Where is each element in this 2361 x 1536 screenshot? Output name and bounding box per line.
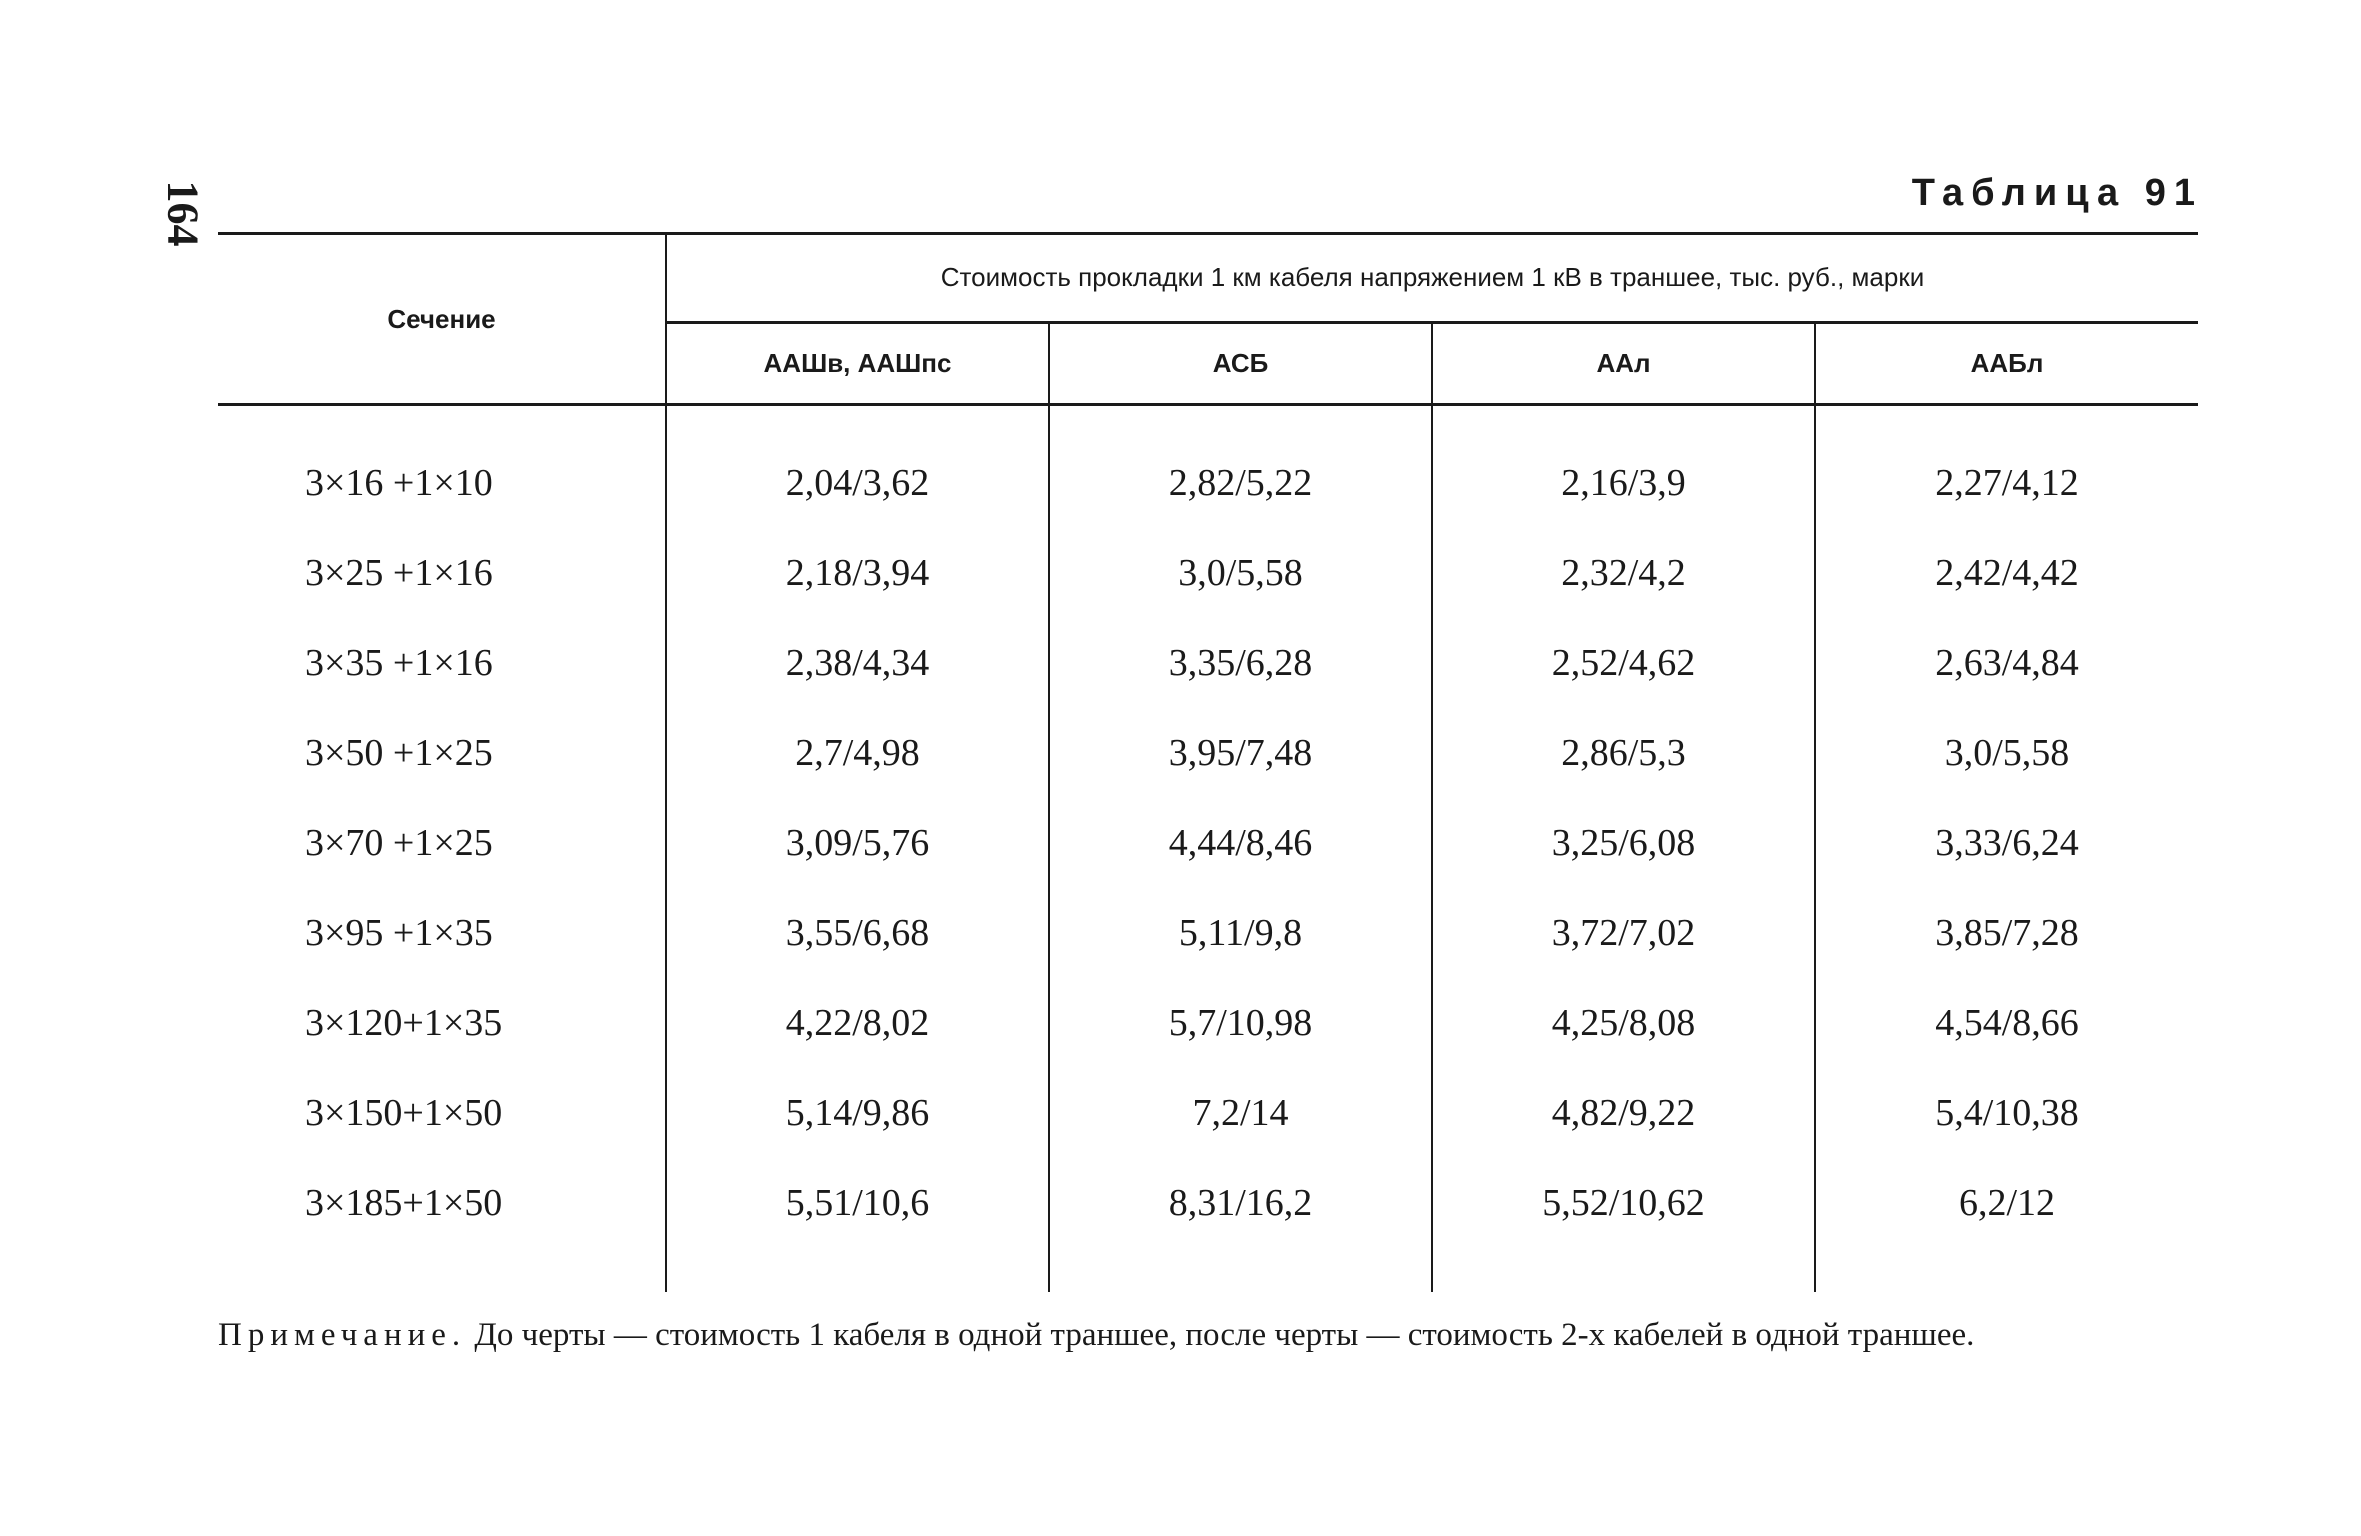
cell-section: 3×185+1×50	[218, 1158, 666, 1292]
cell-value: 3,33/6,24	[1935, 822, 2079, 864]
header-brand-3: ААл	[1432, 322, 1815, 404]
cell-value: 7,2/14	[1049, 1068, 1432, 1158]
cell-value: 2,42/4,42	[1935, 552, 2079, 594]
cell-section: 3×95 +1×35	[218, 888, 666, 978]
cell-section: 3×120+1×35	[218, 978, 666, 1068]
cell-value: 2,86/5,3	[1432, 708, 1815, 798]
cell-value: 8,31/16,2	[1049, 1158, 1432, 1292]
cell-value: 5,14/9,86	[666, 1068, 1049, 1158]
cell-value: 2,52/4,62	[1432, 618, 1815, 708]
page-number: 164	[158, 180, 208, 247]
header-brand-4: ААБл	[1815, 322, 2198, 404]
cell-value: 2,27/4,12	[1935, 462, 2079, 504]
cell-value: 5,7/10,98	[1049, 978, 1432, 1068]
table-note	[218, 1315, 2198, 1355]
cell-value: 2,18/3,94	[666, 528, 1049, 618]
cost-table	[218, 232, 2198, 1292]
cell-section: 3×35 +1×16	[218, 618, 666, 708]
note-text: До черты — стоимость 1 кабеля в одной траншее, после черты — стоимость 2-х кабелей в одной траншее.	[466, 1317, 1975, 1353]
cell-value: 2,38/4,34	[666, 618, 1049, 708]
cell-section: 3×25 +1×16	[218, 528, 666, 618]
cell-value: 5,4/10,38	[1935, 1092, 2079, 1134]
cell-value: 2,04/3,62	[666, 405, 1049, 529]
cell-value: 5,11/9,8	[1049, 888, 1432, 978]
cell-value: 3,0/5,58	[1944, 732, 2070, 774]
cell-value: 5,52/10,62	[1432, 1158, 1815, 1292]
table-caption: Таблица 91	[1911, 172, 2203, 214]
header-section: Сечение	[218, 234, 666, 405]
cell-value: 6,2/12	[1958, 1182, 2056, 1224]
cell-value: 4,54/8,66	[1935, 1002, 2079, 1044]
header-brand-1: ААШв, ААШпс	[666, 322, 1049, 404]
cell-section: 3×50 +1×25	[218, 708, 666, 798]
cell-value: 3,35/6,28	[1049, 618, 1432, 708]
cell-value: 5,51/10,6	[666, 1158, 1049, 1292]
note-label: Примечание.	[218, 1317, 467, 1353]
cell-value: 2,7/4,98	[666, 708, 1049, 798]
table-row	[218, 1068, 2198, 1158]
table-row	[218, 888, 2198, 978]
cell-value: 4,44/8,46	[1049, 798, 1432, 888]
cell-value: 3,85/7,28	[1935, 912, 2079, 954]
cell-value: 4,82/9,22	[1432, 1068, 1815, 1158]
cell-value: 2,82/5,22	[1049, 405, 1432, 529]
cell-value: 2,63/4,84	[1935, 642, 2079, 684]
header-brand-2: АСБ	[1049, 322, 1432, 404]
cell-value: 4,25/8,08	[1432, 978, 1815, 1068]
cell-value: 4,22/8,02	[666, 978, 1049, 1068]
cell-section: 3×150+1×50	[218, 1068, 666, 1158]
cell-value: 3,25/6,08	[1432, 798, 1815, 888]
header-group: Стоимость прокладки 1 км кабеля напряжением 1 кВ в траншее, тыс. руб., марки	[666, 234, 2198, 323]
cell-value: 3,72/7,02	[1432, 888, 1815, 978]
cell-value: 3,95/7,48	[1049, 708, 1432, 798]
cell-value: 3,0/5,58	[1049, 528, 1432, 618]
cell-value: 3,09/5,76	[666, 798, 1049, 888]
table-row	[218, 708, 2198, 798]
cell-section: 3×16 +1×10	[218, 405, 666, 529]
cell-value: 2,16/3,9	[1432, 405, 1815, 529]
table-row	[218, 528, 2198, 618]
cell-value: 3,55/6,68	[666, 888, 1049, 978]
cell-value: 2,32/4,2	[1432, 528, 1815, 618]
table-row	[218, 1158, 2198, 1292]
cell-section: 3×70 +1×25	[218, 798, 666, 888]
table-row	[218, 798, 2198, 888]
table-row	[218, 978, 2198, 1068]
table-row	[218, 405, 2198, 529]
table-row	[218, 618, 2198, 708]
